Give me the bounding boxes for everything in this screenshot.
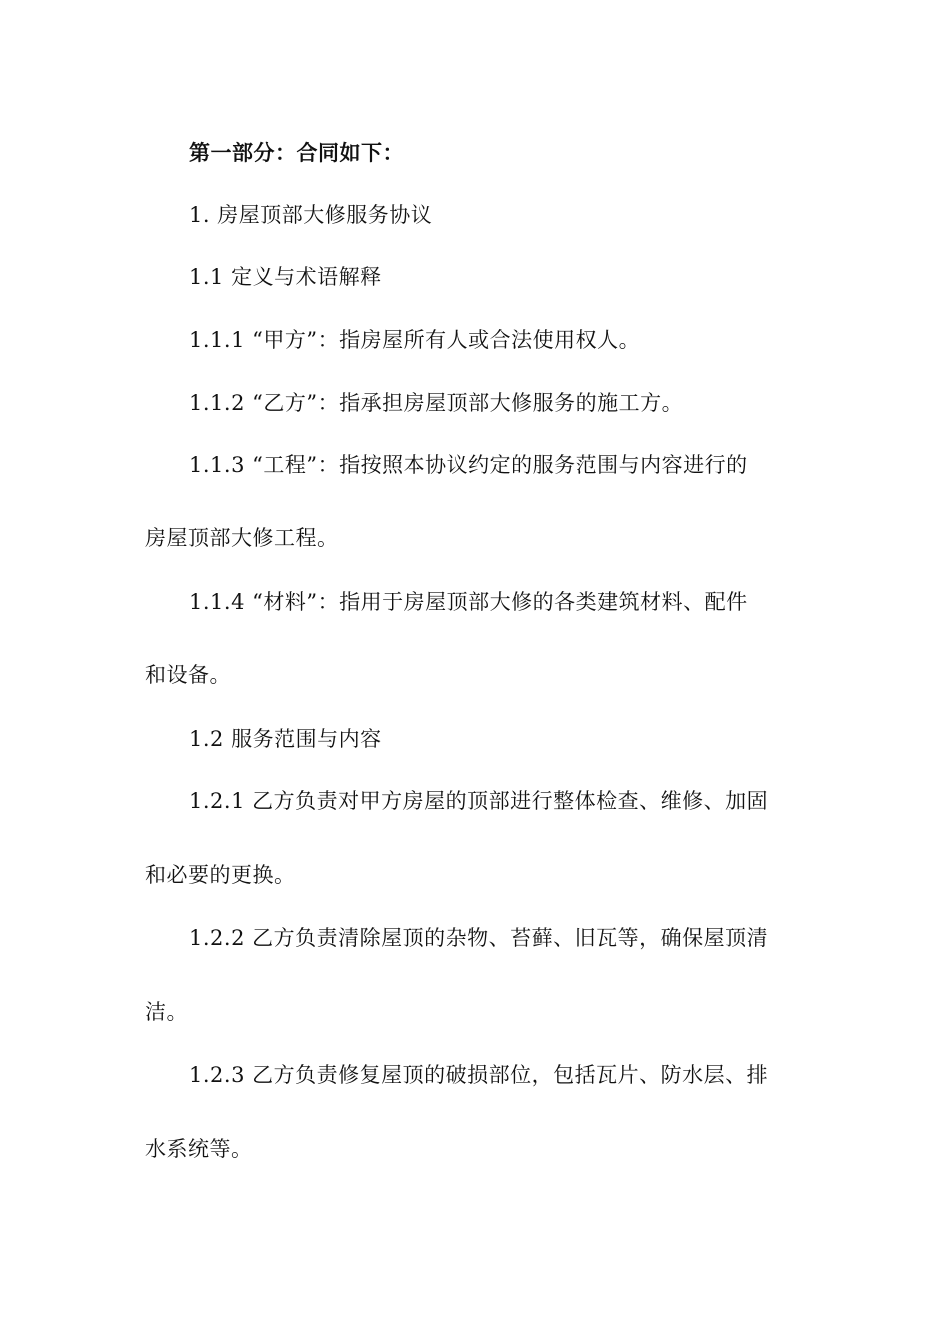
clause-1-1-4-line1: 1.1.4 “材料”：指用于房屋顶部大修的各类建筑材料、配件 [189, 590, 748, 614]
clause-1-2-3-line2: 水系统等。 [145, 1137, 253, 1161]
section-1-1-heading: 1.1 定义与术语解释 [189, 265, 382, 289]
clause-1-1-1: 1.1.1 “甲方”：指房屋所有人或合法使用权人。 [189, 328, 641, 352]
clause-1-2-1-line1: 1.2.1 乙方负责对甲方房屋的顶部进行整体检查、维修、加固 [189, 789, 769, 813]
clause-1-1-3-line1: 1.1.3 “工程”：指按照本协议约定的服务范围与内容进行的 [189, 453, 748, 477]
clause-1-2-2-line1: 1.2.2 乙方负责清除屋顶的杂物、苔藓、旧瓦等，确保屋顶清 [189, 926, 769, 950]
clause-1-2-2-line2: 洁。 [145, 1000, 188, 1024]
clause-1-2-3-line1: 1.2.3 乙方负责修复屋顶的破损部位，包括瓦片、防水层、排 [189, 1063, 769, 1087]
section-heading: 第一部分：合同如下： [189, 140, 404, 165]
clause-1-1-4-line2: 和设备。 [145, 663, 231, 687]
clause-1-1-3-line2: 房屋顶部大修工程。 [145, 526, 339, 550]
agreement-title: 1. 房屋顶部大修服务协议 [189, 203, 433, 227]
section-1-2-heading: 1.2 服务范围与内容 [189, 727, 382, 751]
clause-1-2-1-line2: 和必要的更换。 [145, 863, 296, 887]
clause-1-1-2: 1.1.2 “乙方”：指承担房屋顶部大修服务的施工方。 [189, 391, 684, 415]
